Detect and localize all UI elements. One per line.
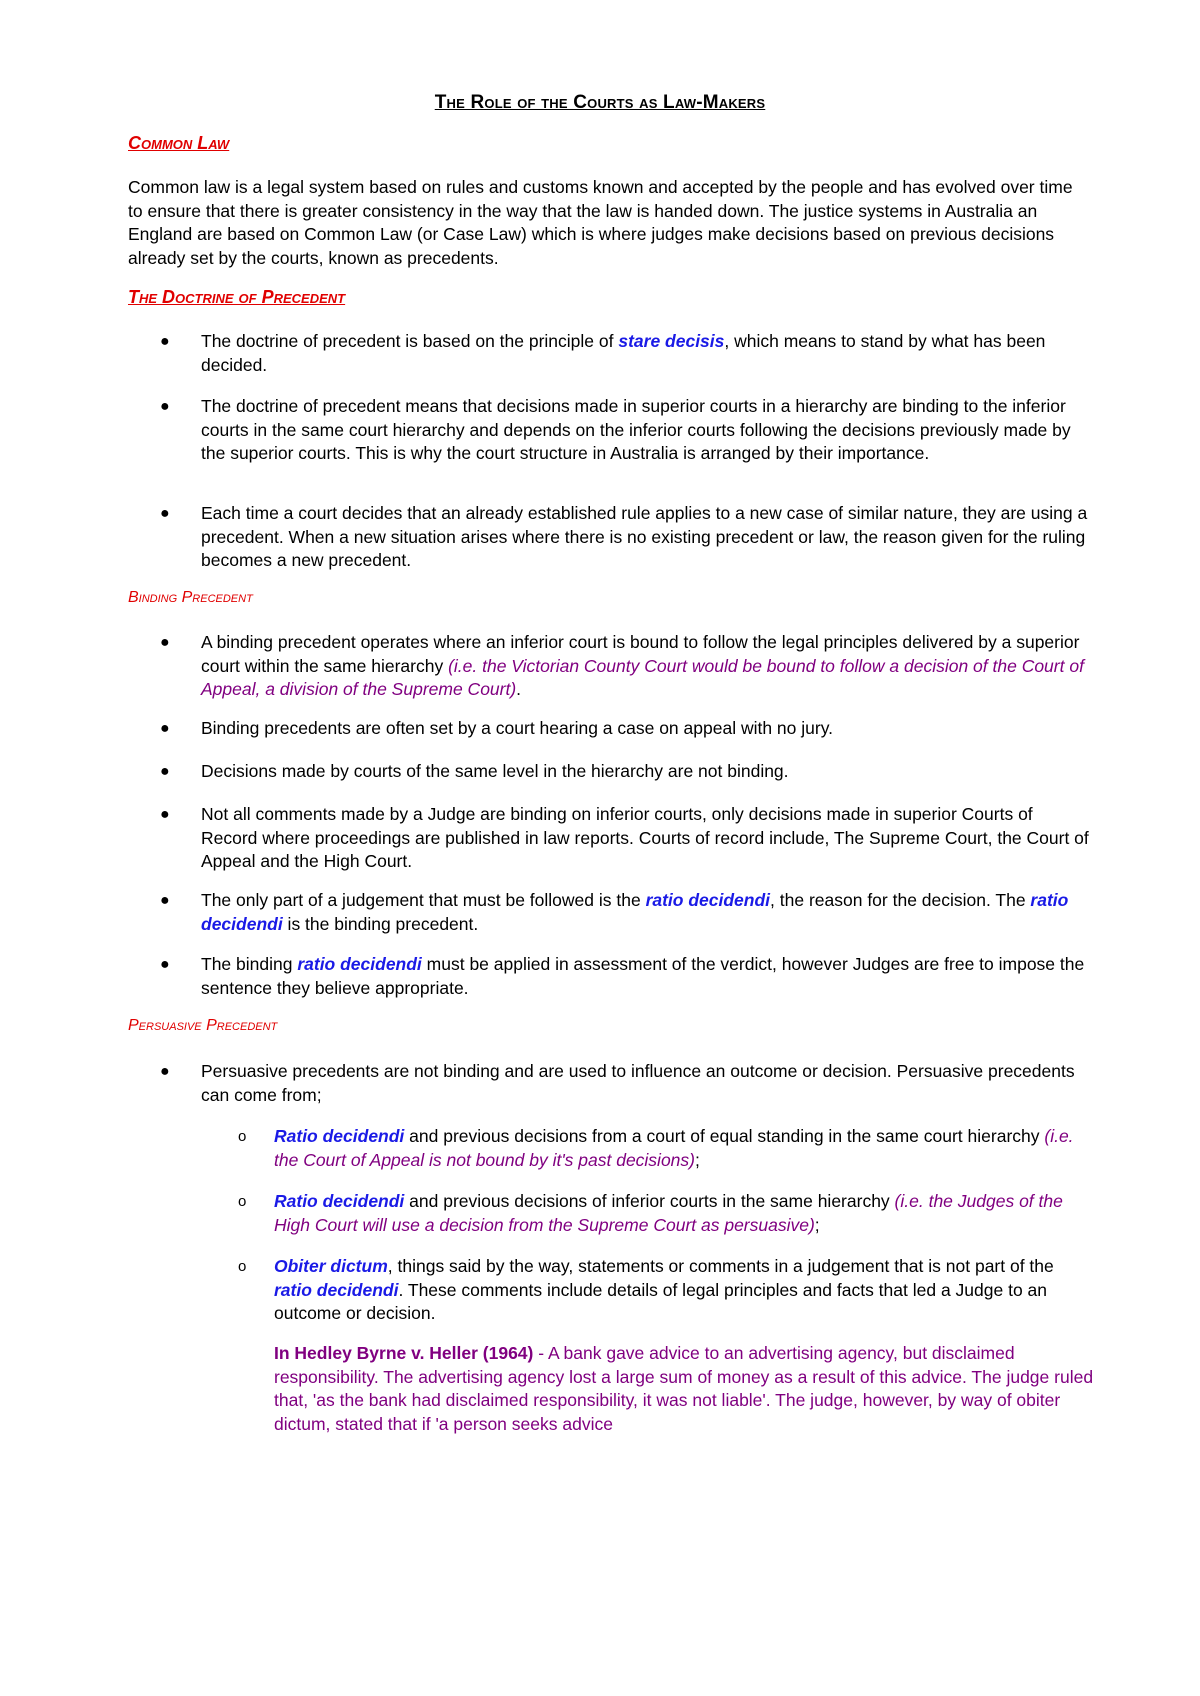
term-stare-decisis: stare decisis (618, 331, 725, 351)
sub-list-item-text: Ratio decidendi and previous decisions of inferior courts in the same hierarchy (i.e. the Judges of the High Court will use a decision from the Supreme Court as persuasive); (274, 1191, 1063, 1235)
bullet-icon: ● (160, 720, 170, 737)
sub-bullet-icon: o (238, 1193, 247, 1210)
list-item-text: Binding precedents are often set by a court hearing a case on appeal with no jury. (201, 718, 834, 738)
list-item-text: Decisions made by courts of the same level in the hierarchy are not binding. (201, 761, 789, 781)
heading-persuasive-precedent: Persuasive Precedent (128, 1017, 278, 1034)
example-text: (i.e. the Judges of the High Court will use a decision from the Supreme Court as persuasive) (274, 1191, 1063, 1235)
term-ratio-decidendi: ratio decidendi (274, 1279, 399, 1300)
term-ratio-decidendi: ratio decidendi (645, 890, 771, 910)
term-ratio-decidendi: Ratio decidendi (274, 1191, 405, 1211)
example-text: (i.e. the Victorian County Court would be bound to follow a decision of the Court of Appeal, a division of the Supreme Court) (201, 655, 1084, 699)
list-item-text: The binding ratio decidendi must be applied in assessment of the verdict, however Judges are free to impose the sentence they believe appropriate. (201, 954, 1085, 998)
bullet-icon: ● (160, 1063, 170, 1080)
bullet-icon: ● (160, 763, 170, 780)
sub-bullet-icon: o (238, 1128, 247, 1145)
bullet-icon: ● (160, 398, 170, 415)
list-item-text: Each time a court decides that an already established rule applies to a new case of similar nature, they are using a precedent. When a new situation arises where there is no existing precedent or law, the reason given for the ruling becomes a new precedent. (201, 503, 1088, 570)
bullet-icon: ● (160, 634, 170, 651)
list-item-text: Not all comments made by a Judge are binding on inferior courts, only decisions made in superior Courts of Record where proceedings are published in law reports. Courts of record include, The Supreme Court, the Court of Appeal and the High Court. (201, 804, 1089, 871)
case-example-text: In Hedley Byrne v. Heller (1964) - A bank gave advice to an advertising agency, but disclaimed responsibility. The advertising agency lost a large sum of money as a result of this advice. The judge ruled that, 'as the bank had disclaimed responsibility, it was not liable'. The judge, however, by way of obiter dictum, stated that if 'a person seeks advice (274, 1343, 1094, 1434)
term-obiter-dictum: Obiter dictum (274, 1256, 388, 1276)
bullet-icon: ● (160, 333, 170, 350)
example-text: (i.e. the Court of Appeal is not bound by it's past decisions) (274, 1126, 1074, 1170)
case-name: In Hedley Byrne v. Heller (1964) (274, 1343, 534, 1363)
heading-common-law: Common Law (128, 133, 230, 153)
list-item-text: A binding precedent operates where an inferior court is bound to follow the legal principles delivered by a superior court within the same hierarchy (i.e. the Victorian County Court would be bound to follow a decision of the Court of Appeal, a division of the Supreme Court). (201, 632, 1084, 699)
page-title: The Role of the Courts as Law-Makers (434, 92, 766, 113)
list-item-text: The only part of a judgement that must be followed is the ratio decidendi, the reason for the decision. The ratio decidendi is the binding precedent. (201, 890, 1069, 934)
list-item-text: Persuasive precedents are not binding and are used to influence an outcome or decision. Persuasive precedents can come from; (201, 1061, 1075, 1105)
term-ratio-decidendi: Ratio decidendi (274, 1126, 405, 1146)
list-item-text: The doctrine of precedent is based on the principle of stare decisis, which means to stand by what has been decided. (201, 331, 1046, 375)
heading-binding-precedent: Binding Precedent (128, 589, 253, 606)
bullet-icon: ● (160, 956, 170, 973)
sub-bullet-icon: o (238, 1258, 247, 1275)
term-ratio-decidendi: ratio decidendi (201, 890, 1069, 934)
term-ratio-decidendi: ratio decidendi (297, 954, 422, 974)
bullet-icon: ● (160, 505, 170, 522)
bullet-icon: ● (160, 806, 170, 823)
bullet-icon: ● (160, 892, 170, 909)
common-law-paragraph: Common law is a legal system based on rules and customs known and accepted by the people and has evolved over time to ensure that there is greater consistency in the way that the law is handed down. The justice systems in Australia an England are based on Common Law (or Case Law) which is where judges make decisions based on previous decisions already set by the courts, known as precedents. (128, 177, 1073, 268)
sub-list-item-text: Ratio decidendi and previous decisions from a court of equal standing in the same court hierarchy (i.e. the Court of Appeal is not bound by it's past decisions); (274, 1126, 1074, 1170)
list-item-text: The doctrine of precedent means that decisions made in superior courts in a hierarchy are binding to the inferior courts in the same court hierarchy and depends on the inferior courts following the decisions previously made by the superior courts. This is why the court structure in Australia is arranged by their importance. (201, 396, 1071, 463)
heading-doctrine-of-precedent: The Doctrine of Precedent (128, 287, 346, 307)
sub-list-item-text: Obiter dictum, things said by the way, statements or comments in a judgement that is not part of the ratio decidendi. These comments include details of legal principles and facts that led a Judge to an outcome or decision. (274, 1256, 1054, 1323)
